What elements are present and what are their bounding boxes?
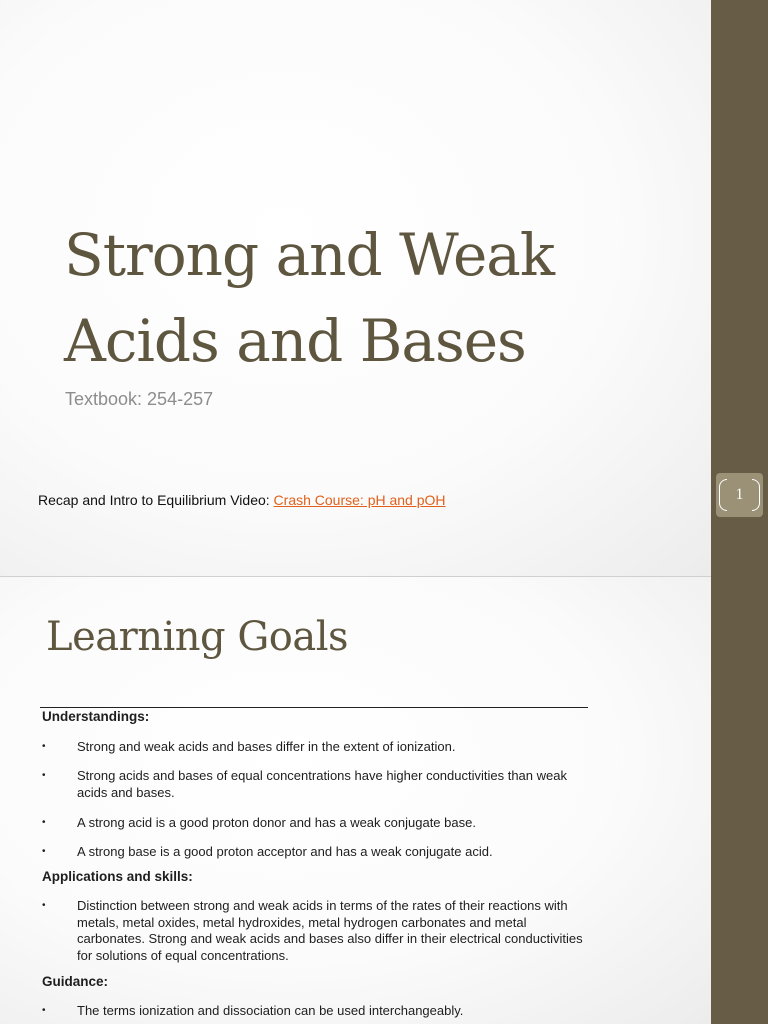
bullet: • <box>42 900 46 911</box>
bullet: • <box>42 741 46 752</box>
applications-heading: Applications and skills: <box>42 869 193 884</box>
learning-goals-title: Learning Goals <box>46 614 349 660</box>
bullet: • <box>42 846 46 857</box>
understanding-item: A strong acid is a good proton donor and has a weak conjugate base. <box>77 815 476 830</box>
guidance-heading: Guidance: <box>42 974 109 989</box>
title-line-1: Strong and Weak <box>64 221 555 289</box>
understandings-heading: Understandings: <box>42 709 150 724</box>
bullet: • <box>42 817 46 828</box>
application-item: Distinction between strong and weak acids in terms of the rates of their reactions with metals, metal oxides, metal hydroxides, metal hydrogen carbonates and metal carbonates. Strong and weak acids and bases also differ in their electrical conductivities for solutions of equal concentrations. <box>77 898 583 963</box>
bullet: • <box>42 1005 46 1016</box>
page-number-badge <box>716 473 763 517</box>
understanding-item: Strong and weak acids and bases differ in the extent of ionization. <box>77 739 456 754</box>
understanding-item: Strong acids and bases of equal concentrations have higher conductivities than weak acids and bases. <box>77 768 567 800</box>
guidance-item: The terms ionization and dissociation can be used interchangeably. <box>77 1003 464 1018</box>
page-number: 1 <box>735 486 744 503</box>
video-link[interactable]: Crash Course: pH and pOH <box>273 492 446 508</box>
slide-subtitle: Textbook: 254-257 <box>65 389 214 409</box>
title-line-2: Acids and Bases <box>64 307 526 375</box>
slide-2[interactable] <box>0 577 711 1024</box>
slide-title <box>64 212 684 384</box>
recap-line <box>38 492 446 508</box>
header-rule <box>40 707 588 708</box>
recap-label: Recap and Intro to Equilibrium Video: <box>38 492 274 508</box>
bullet: • <box>42 770 46 781</box>
understanding-item: A strong base is a good proton acceptor and has a weak conjugate acid. <box>77 844 493 859</box>
learning-goals-image <box>40 707 588 1024</box>
